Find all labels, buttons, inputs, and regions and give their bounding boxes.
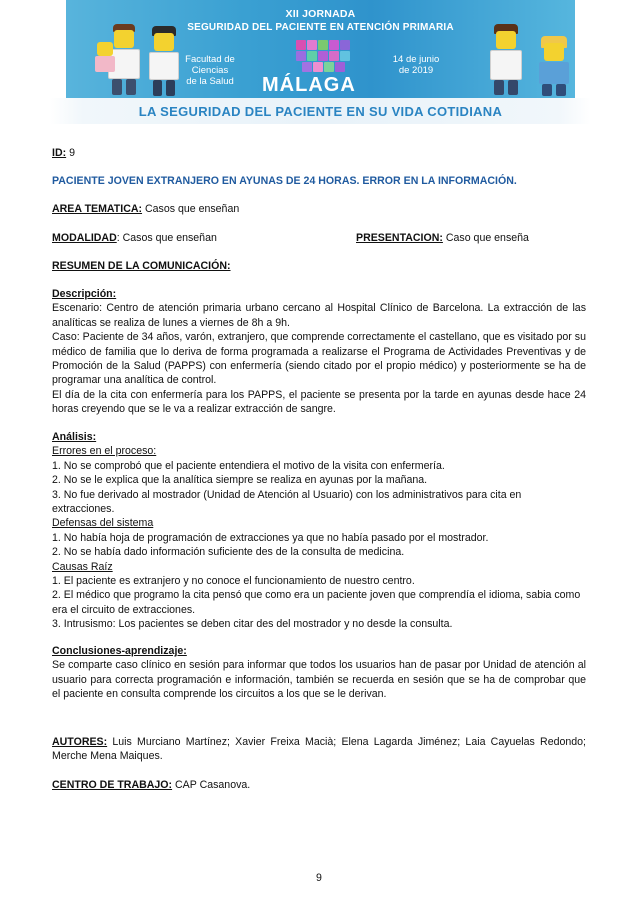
- event-date: [386, 54, 446, 76]
- date-line2: de 2019: [398, 65, 434, 76]
- patient-figure: [536, 36, 572, 96]
- defensas-item: 1. No había hoja de programación de extracciones ya que no había pasado por el mostrador.: [52, 531, 489, 544]
- causas-label: Causas Raíz: [52, 560, 113, 573]
- descripcion-paragraph: Escenario: Centro de atención primaria urbano cercano al Hospital Clínico de Barcelona. La extracción de las analíticas se realiza de lunes a viernes de 8h a 9h.: [52, 302, 586, 329]
- id-line: [52, 146, 586, 160]
- conclusiones-label: Conclusiones-aprendizaje:: [52, 645, 187, 657]
- centro-label: CENTRO DE TRABAJO:: [52, 779, 173, 791]
- resumen-heading: [52, 259, 586, 273]
- autores-label: AUTORES:: [52, 736, 108, 748]
- errores-item: 2. No se le explica que la analítica siempre se realiza en ayunas por la mañana.: [52, 474, 428, 487]
- baby-figure: [94, 42, 116, 72]
- errores-label: Errores en el proceso:: [52, 445, 157, 458]
- area-value: Casos que enseñan: [145, 203, 240, 215]
- descripcion-paragraph: Caso: Paciente de 34 años, varón, extranjero, que comprende correctamente el castellano, que es visitado por su médico de familia que lo deriva de forma programada a realizarse el Programa de Actividades Preventivas y de Promoción de la Salud (PAPPS) con enfermería (siendo citado por el propio médico) y posteriormente se ha de programar una analítica de control.: [52, 331, 586, 387]
- modalidad-value: : Casos que enseñan: [116, 232, 217, 244]
- autores-value: Luis Murciano Martínez; Xavier Freixa Macià; Elena Lagarda Jiménez; Laia Cayuelas Redondo; Merche Mena Maiques.: [52, 736, 586, 763]
- conclusiones-section: [52, 644, 586, 702]
- id-label: ID:: [52, 147, 67, 159]
- presentacion-value: Caso que enseña: [445, 232, 529, 244]
- defensas-item: 2. No se había dado información suficiente des de la consulta de medicina.: [52, 546, 405, 559]
- conclusiones-paragraph: Se comparte caso clínico en sesión para informar que todos los usuarios han de pasar por Unidad de atención al usuario para correcta programación e información, también se recuerda en sesión que se ha de comprobar que el paciente en consulta comprende los circuitos a los que se le derivan.: [52, 659, 586, 701]
- errores-item: 3. No fue derivado al mostrador (Unidad de Atención al Usuario) con los administrativos para cita en extracciones.: [52, 488, 522, 516]
- causas-item: 1. El paciente es extranjero y no conoce el funcionamiento de nuestro centro.: [52, 575, 415, 588]
- centro-section: [52, 778, 586, 792]
- descripcion-label: Descripción:: [52, 288, 117, 300]
- date-line1: 14 de junio: [392, 54, 440, 65]
- area-label: AREA TEMATICA:: [52, 203, 143, 215]
- analisis-label: Análisis:: [52, 431, 97, 443]
- analisis-section: [52, 430, 586, 632]
- venue-line2: de la Salud: [186, 76, 234, 87]
- event-tagline: LA SEGURIDAD DEL PACIENTE EN SU VIDA COTIDIANA: [138, 104, 503, 119]
- resumen-label: RESUMEN DE LA COMUNICACIÓN:: [52, 260, 231, 272]
- presentacion-block: [356, 231, 529, 245]
- doctor-figure-right: [486, 24, 526, 96]
- lego-blocks-logo: [296, 40, 352, 74]
- autores-section: [52, 735, 586, 764]
- presentacion-label: PRESENTACION:: [356, 232, 443, 244]
- event-city: MÁLAGA: [262, 74, 356, 96]
- modalidad-line: [52, 231, 586, 245]
- id-value: 9: [69, 147, 75, 159]
- event-venue: [170, 54, 250, 87]
- descripcion-paragraph: El día de la cita con enfermería para los PAPPS, el paciente se presenta por la tarde en ayunas desde hace 24 horas creyendo que se le va a realizar extracción de sangre.: [52, 388, 586, 416]
- defensas-label: Defensas del sistema: [52, 517, 154, 530]
- event-title-line1: XII JORNADA: [285, 8, 356, 20]
- descripcion-section: [52, 287, 586, 417]
- page-number: 9: [316, 872, 322, 884]
- area-line: [52, 202, 586, 216]
- causas-item: 2. El médico que programo la cita pensó que como era un paciente joven que comprendía el idioma, sabia como era el circuito de extracciones.: [52, 589, 581, 616]
- event-title-line2: SEGURIDAD DEL PACIENTE EN ATENCIÓN PRIMARIA: [187, 22, 454, 33]
- venue-line1: Facultad de Ciencias: [185, 54, 235, 76]
- case-title: PACIENTE JOVEN EXTRANJERO EN AYUNAS DE 24 HORAS. ERROR EN LA INFORMACIÓN.: [52, 175, 517, 187]
- centro-value: CAP Casanova.: [175, 779, 251, 791]
- modalidad-label: MODALIDAD: [52, 232, 117, 244]
- event-banner: [50, 0, 591, 128]
- errores-item: 1. No se comprobó que el paciente entendiera el motivo de la visita con enfermería.: [52, 459, 445, 472]
- causas-item: 3. Intrusismo: Los pacientes se deben citar des del mostrador y no desde la consulta.: [52, 618, 453, 631]
